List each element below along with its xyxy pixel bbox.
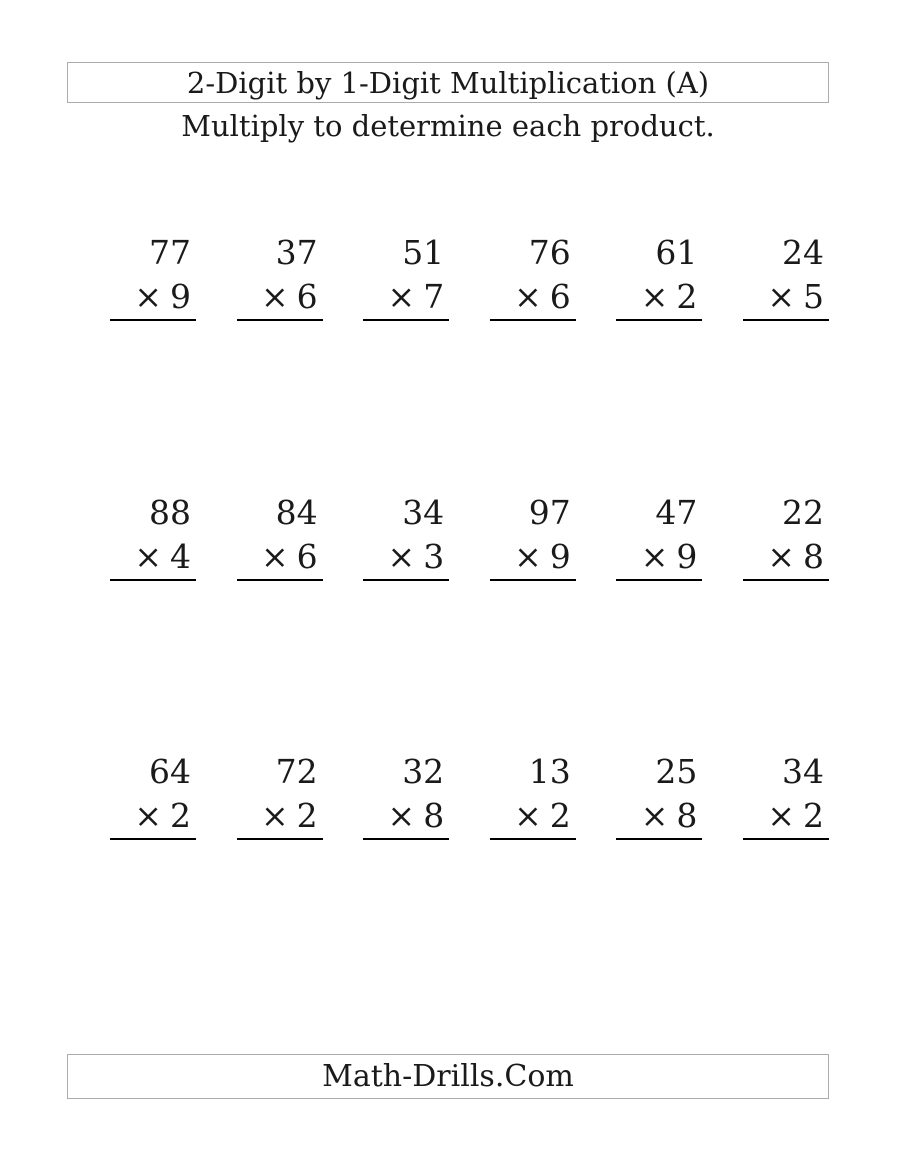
page-subtitle: Multiply to determine each product. xyxy=(181,109,715,143)
multiplier-line xyxy=(110,794,196,838)
multiplicand: 64 xyxy=(149,752,191,791)
multiply-operator: × xyxy=(640,537,669,576)
multiplier: 5 xyxy=(802,277,824,316)
multiplier-line xyxy=(743,794,829,838)
multiply-operator: × xyxy=(767,277,795,316)
multiplier-line xyxy=(363,535,449,579)
multiplicand: 13 xyxy=(528,752,571,791)
multiply-operator: × xyxy=(260,796,289,835)
multiply-operator: × xyxy=(767,537,795,576)
title-box xyxy=(67,62,829,103)
multiplier-line xyxy=(616,794,702,838)
multiply-operator: × xyxy=(134,796,162,835)
multiplier-line xyxy=(363,794,449,838)
multiplication-problem xyxy=(490,750,576,840)
multiply-operator: × xyxy=(767,796,795,835)
multiply-operator: × xyxy=(387,537,416,576)
multiply-operator: × xyxy=(514,796,542,835)
multiplier-line xyxy=(490,794,576,838)
multiplicand: 47 xyxy=(655,493,698,532)
footer-text: Math-Drills.Com xyxy=(322,1059,574,1094)
multiply-operator: × xyxy=(640,796,669,835)
multiplier: 9 xyxy=(170,277,191,316)
multiply-operator: × xyxy=(640,277,669,316)
multiplier-line xyxy=(237,535,323,579)
multiplier-line xyxy=(616,275,702,319)
multiplication-problem xyxy=(616,491,702,581)
multiplier-line xyxy=(743,535,829,579)
multiplicand: 84 xyxy=(275,493,318,532)
multiplier: 6 xyxy=(549,277,571,316)
multiplier: 9 xyxy=(676,537,698,576)
multiplication-problem xyxy=(237,750,323,840)
multiplicand: 25 xyxy=(655,752,698,791)
multiplicand: 72 xyxy=(275,752,318,791)
multiplicand: 34 xyxy=(781,752,824,791)
multiplier-line xyxy=(616,535,702,579)
multiplier: 2 xyxy=(802,796,824,835)
multiplication-problem xyxy=(490,491,576,581)
multiplicand: 77 xyxy=(149,233,191,272)
multiplication-problem xyxy=(616,231,702,321)
multiplier: 8 xyxy=(676,796,698,835)
problems-row-1 xyxy=(110,231,829,321)
multiplier: 8 xyxy=(423,796,445,835)
multiplicand: 76 xyxy=(528,233,571,272)
multiplication-problem xyxy=(110,750,196,840)
multiply-operator: × xyxy=(260,277,289,316)
multiply-operator: × xyxy=(134,277,162,316)
footer-box xyxy=(67,1054,829,1099)
multiplier-line xyxy=(363,275,449,319)
multiply-operator: × xyxy=(260,537,289,576)
multiplier-line xyxy=(743,275,829,319)
multiplication-problem xyxy=(237,231,323,321)
multiplier-line xyxy=(110,275,196,319)
multiplicand: 97 xyxy=(528,493,571,532)
multiplication-problem xyxy=(363,750,449,840)
multiplier: 8 xyxy=(802,537,824,576)
multiply-operator: × xyxy=(514,537,542,576)
multiplication-problem xyxy=(110,231,196,321)
multiplier-line xyxy=(237,275,323,319)
multiplication-problem xyxy=(743,231,829,321)
multiplication-problem xyxy=(616,750,702,840)
multiplication-problem xyxy=(363,231,449,321)
multiplier-line xyxy=(490,535,576,579)
multiplicand: 22 xyxy=(781,493,824,532)
multiplier-line xyxy=(490,275,576,319)
multiplier: 2 xyxy=(676,277,698,316)
multiplicand: 24 xyxy=(781,233,824,272)
multiplicand: 88 xyxy=(149,493,191,532)
multiplication-problem xyxy=(743,491,829,581)
multiplier: 7 xyxy=(423,277,445,316)
multiplier: 6 xyxy=(296,277,318,316)
multiplication-problem xyxy=(490,231,576,321)
problems-row-3 xyxy=(110,750,829,840)
multiplier: 6 xyxy=(296,537,318,576)
multiplier-line xyxy=(110,535,196,579)
page-title: 2-Digit by 1-Digit Multiplication (A) xyxy=(186,65,710,100)
multiply-operator: × xyxy=(134,537,162,576)
multiply-operator: × xyxy=(387,796,416,835)
multiplicand: 37 xyxy=(275,233,318,272)
multiplier: 3 xyxy=(423,537,445,576)
multiplier: 9 xyxy=(549,537,571,576)
multiplication-problem xyxy=(743,750,829,840)
multiplication-problem xyxy=(110,491,196,581)
multiplication-problem xyxy=(237,491,323,581)
multiplier-line xyxy=(237,794,323,838)
multiply-operator: × xyxy=(514,277,542,316)
multiplier: 2 xyxy=(549,796,571,835)
multiply-operator: × xyxy=(387,277,416,316)
multiplier: 2 xyxy=(170,796,191,835)
multiplicand: 34 xyxy=(402,493,445,532)
multiplicand: 32 xyxy=(402,752,445,791)
multiplication-problem xyxy=(363,491,449,581)
multiplier: 2 xyxy=(296,796,318,835)
multiplicand: 61 xyxy=(655,233,698,272)
problems-row-2 xyxy=(110,491,829,581)
multiplicand: 51 xyxy=(402,233,445,272)
multiplier: 4 xyxy=(170,537,191,576)
